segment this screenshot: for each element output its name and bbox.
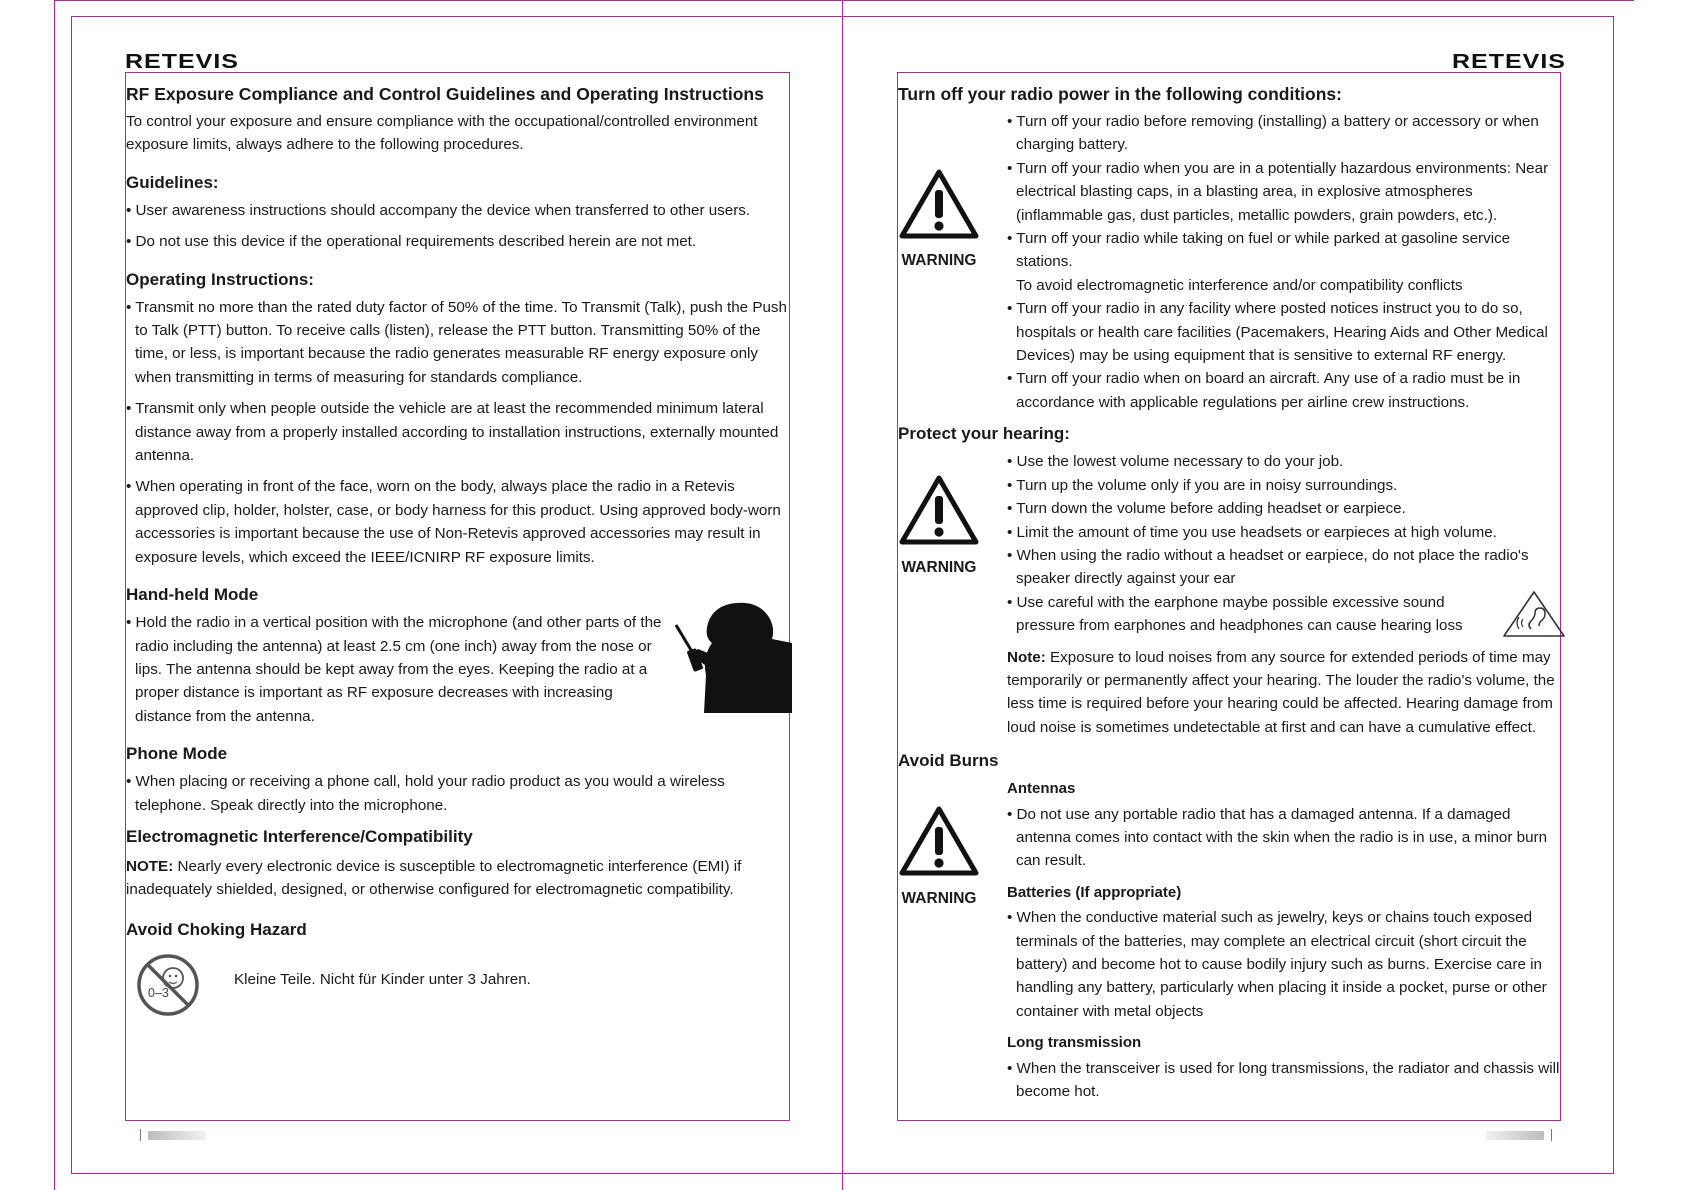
power-off-item: • Turn off your radio in any facility where posted notices instruct you to do so, hospitals or health care facilities (Pacemakers, Hearing Aids and Other Medical Devices) may be using equipment that is sensitive to external RF energy. bbox=[1007, 300, 1548, 365]
antennas-text: • Do not use any portable radio that has a damaged antenna. If a damaged antenna comes into contact with the skin when the radio is in use, a minor burn can result. bbox=[1007, 805, 1548, 870]
antennas-heading: Antennas bbox=[1007, 780, 1076, 798]
intro-text: To control your exposure and ensure compliance with the occupational/controlled environment exposure limits, always adhere to the following procedures. bbox=[126, 113, 758, 154]
warning-label: WARNING bbox=[901, 252, 977, 270]
left-page bbox=[126, 82, 791, 1018]
power-off-note: To avoid electromagnetic interference and/or compatibility conflicts bbox=[1016, 276, 1463, 294]
power-off-heading: Turn off your radio power in the following conditions: bbox=[898, 84, 1342, 104]
batteries-heading: Batteries (If appropriate) bbox=[1007, 883, 1182, 901]
power-off-item: • Turn off your radio when on board an aircraft. Any use of a radio must be in accordance with applicable regulations per airline crew instructions. bbox=[1007, 370, 1521, 411]
handheld-text: • Hold the radio in a vertical position with the microphone (and other parts of the radio including the antenna) at least 2.5 cm (one inch) away from the nose or lips. The antenna should be kept away from the eyes. Keeping the radio at a proper distance is important as RF exposure decreases with increasing distance from the antenna. bbox=[126, 614, 662, 725]
hearing-heading: Protect your hearing: bbox=[898, 424, 1070, 444]
footer-bar-left bbox=[148, 1131, 206, 1140]
hearing-item: • Turn down the volume before adding headset or earpiece. bbox=[1007, 500, 1406, 518]
crop-mark-left-outer bbox=[54, 0, 55, 1190]
trim-line-top bbox=[71, 16, 1614, 17]
operating-item: • Transmit no more than the rated duty factor of 50% of the time. To Transmit (Talk), push the Push to Talk (PTT) button. To receive calls (listen), release the PTT button. Transmitting 50% of the time, or less, is important because the radio generates measurable RF energy exposure only when transmitting in terms of measuring for standards compliance. bbox=[126, 298, 787, 386]
guideline-item: • Do not use this device if the operational requirements described herein are not met. bbox=[126, 233, 697, 251]
right-page bbox=[898, 82, 1562, 1103]
operating-item: • When operating in front of the face, worn on the body, always place the radio in a Retevis approved clip, holder, holster, case, or body harness for this product. Using approved body-worn accessories is important because the use of Non-Retevis approved accessories may result in exposure levels, which exceed the IEEE/ICNIRP RF exposure limits. bbox=[126, 478, 781, 566]
trim-line-left bbox=[71, 16, 72, 1174]
long-transmission-text: • When the transceiver is used for long transmissions, the radiator and chassis will become hot. bbox=[1007, 1059, 1560, 1101]
hearing-note-label: Note: bbox=[1007, 648, 1046, 666]
warning-label: WARNING bbox=[901, 558, 977, 576]
hearing-loss-warning-icon bbox=[1501, 589, 1567, 639]
handheld-heading: Hand-held Mode bbox=[126, 585, 259, 605]
emi-note-label: NOTE: bbox=[126, 857, 174, 875]
trim-line-right bbox=[1613, 16, 1614, 1174]
emi-note-text: Nearly every electronic device is susceptible to electromagnetic interference (EMI) if inadequately shielded, designed, or otherwise configured for electromagnetic compatibility. bbox=[126, 857, 742, 899]
operating-heading: Operating Instructions: bbox=[126, 269, 314, 289]
operating-item: • Transmit only when people outside the vehicle are at least the recommended minimum lateral distance away from a properly installed according to installation instructions, externally mounted antenna. bbox=[126, 400, 779, 465]
warning-block bbox=[896, 474, 982, 579]
person-with-radio-silhouette bbox=[674, 597, 792, 713]
choking-heading: Avoid Choking Hazard bbox=[126, 919, 307, 939]
hearing-note bbox=[1007, 646, 1562, 740]
footer-bar-right bbox=[1486, 1131, 1544, 1140]
hearing-item: • Limit the amount of time you use headsets or earpieces at high volume. bbox=[1007, 523, 1497, 541]
warning-triangle-icon bbox=[898, 805, 980, 877]
brand-logo-right: RETEVIS bbox=[1452, 50, 1566, 73]
warning-label: WARNING bbox=[901, 889, 977, 907]
emi-note bbox=[126, 855, 791, 902]
long-transmission-heading: Long transmission bbox=[1007, 1034, 1142, 1052]
hearing-note-text: Exposure to loud noises from any source for extended periods of time may temporarily or permanently affect your hearing. The louder the radio's volume, the less time is required before your hearing could be affected. Hearing damage from loud noise is sometimes undetectable at first and can have a cumulative effect. bbox=[1007, 648, 1555, 736]
batteries-text: • When the conductive material such as jewelry, keys or chains touch exposed terminals of the batteries, may complete an electrical circuit (short circuit the battery) and become hot to cause bodily injury such as burns. Exercise care in handling any battery, particularly when placing it inside a pocket, purse or other container with metal objects bbox=[1007, 909, 1547, 1020]
trim-line-bottom bbox=[71, 1173, 1614, 1174]
footer-marker-right bbox=[1551, 1129, 1552, 1141]
hearing-item: • Use the lowest volume necessary to do your job. bbox=[1007, 453, 1344, 471]
page-title: RF Exposure Compliance and Control Guidelines and Operating Instructions bbox=[126, 84, 764, 104]
age-range-label: 0–3 bbox=[148, 985, 169, 1000]
guideline-item: • User awareness instructions should accompany the device when transferred to other users. bbox=[126, 201, 751, 219]
power-off-item: • Turn off your radio before removing (installing) a battery or accessory or when charging battery. bbox=[1007, 113, 1539, 154]
brand-logo-left: RETEVIS bbox=[125, 50, 239, 73]
warning-block bbox=[896, 168, 982, 273]
power-off-item: • Turn off your radio when you are in a potentially hazardous environments: Near electrical blasting caps, in a blasting area, in explosive atmospheres (inflammable gas, dust particles, metallic powders, grain powders, etc.). bbox=[1007, 159, 1549, 224]
crop-mark-top bbox=[54, 0, 1634, 1]
choking-text: Kleine Teile. Nicht für Kinder unter 3 Jahren. bbox=[234, 970, 531, 988]
hearing-item: • When using the radio without a headset or earpiece, do not place the radio's speaker directly against your ear bbox=[1007, 546, 1529, 588]
crop-mark-center bbox=[842, 0, 843, 1190]
footer-marker-left bbox=[140, 1129, 141, 1141]
warning-triangle-icon bbox=[898, 474, 980, 546]
phone-mode-text: • When placing or receiving a phone call, hold your radio product as you would a wireless telephone. Speak directly into the microphone. bbox=[126, 773, 725, 814]
warning-block bbox=[896, 805, 982, 910]
guidelines-heading: Guidelines: bbox=[126, 172, 219, 192]
hearing-item: • Use careful with the earphone maybe possible excessive sound pressure from earphones and headphones can cause hearing loss bbox=[1007, 593, 1463, 635]
warning-triangle-icon bbox=[898, 168, 980, 240]
emi-heading: Electromagnetic Interference/Compatibility bbox=[126, 826, 473, 846]
hearing-item: • Turn up the volume only if you are in noisy surroundings. bbox=[1007, 476, 1398, 494]
burns-heading: Avoid Burns bbox=[898, 751, 999, 771]
phone-mode-heading: Phone Mode bbox=[126, 744, 228, 764]
power-off-item: • Turn off your radio while taking on fuel or while parked at gasoline service stations. bbox=[1007, 230, 1511, 271]
